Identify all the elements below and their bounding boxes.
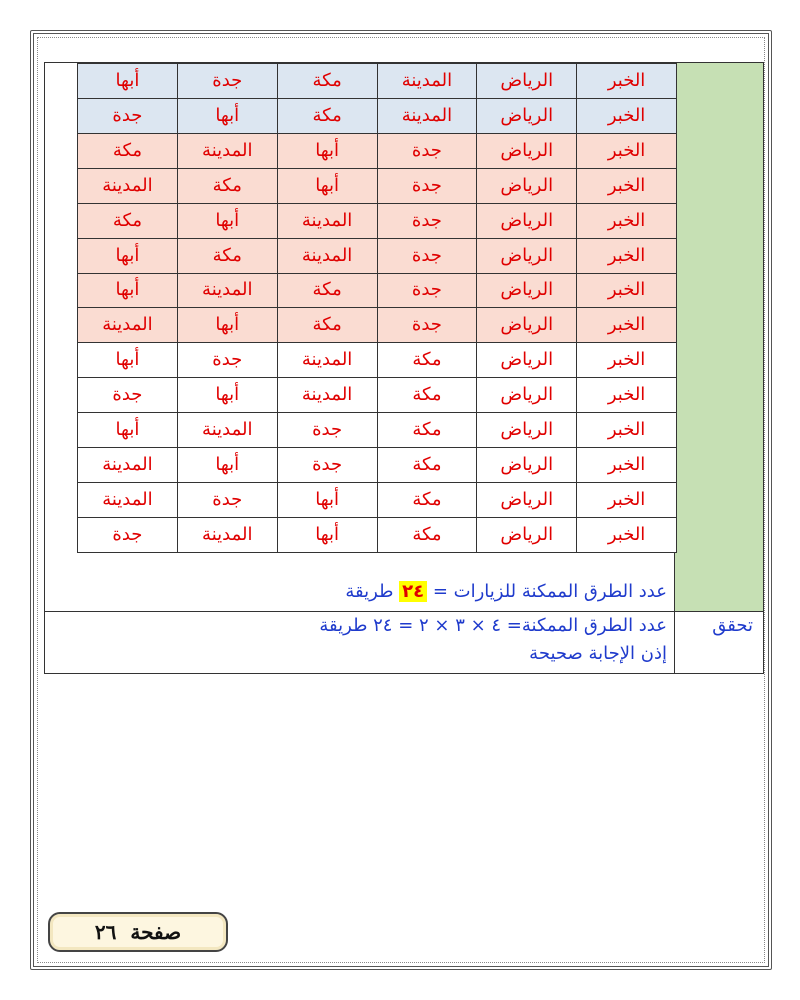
page-number-badge <box>48 912 228 952</box>
routes-count <box>345 581 667 602</box>
check-conclusion: إذن الإجابة صحيحة <box>529 643 667 664</box>
table-cell: الخبر <box>577 413 677 448</box>
table-cell: الرياض <box>477 133 577 168</box>
table-cell: مكة <box>377 483 477 518</box>
table-cell: الرياض <box>477 203 577 238</box>
table-cell: الخبر <box>577 64 677 99</box>
table-cell: أبها <box>78 343 178 378</box>
table-cell: المدينة <box>377 98 477 133</box>
table-cell: جدة <box>377 308 477 343</box>
table-cell: المدينة <box>277 203 377 238</box>
table-cell: مكة <box>277 64 377 99</box>
table-cell: الخبر <box>577 133 677 168</box>
table-cell: الخبر <box>577 378 677 413</box>
table-row <box>78 343 677 378</box>
table-row <box>78 133 677 168</box>
table-cell: مكة <box>277 273 377 308</box>
table-cell: الرياض <box>477 448 577 483</box>
table-cell: جدة <box>78 517 178 552</box>
table-cell: جدة <box>78 378 178 413</box>
table-cell: مكة <box>78 133 178 168</box>
check-calculation: عدد الطرق الممكنة= ٤ × ٣ × ٢ = ٢٤ طريقة <box>319 615 667 636</box>
check-label: تحقق <box>712 615 753 636</box>
table-cell: أبها <box>277 168 377 203</box>
table-cell: الخبر <box>577 98 677 133</box>
table-cell: الخبر <box>577 273 677 308</box>
table-row <box>78 308 677 343</box>
table-cell: جدة <box>177 343 277 378</box>
routes-count-prefix: عدد الطرق الممكنة للزيارات = <box>427 581 667 602</box>
routes-count-suffix: طريقة <box>345 581 400 602</box>
check-label-cell <box>674 611 763 673</box>
table-cell: الرياض <box>477 413 577 448</box>
table-cell: الخبر <box>577 517 677 552</box>
table-row <box>78 448 677 483</box>
table-cell: مكة <box>377 448 477 483</box>
table-cell: مكة <box>277 308 377 343</box>
page-word: صفحة <box>130 920 182 944</box>
table-cell: مكة <box>377 413 477 448</box>
table-cell: الخبر <box>577 203 677 238</box>
table-cell: مكة <box>377 517 477 552</box>
page-number: ٢٦ <box>94 920 117 944</box>
table-cell: الخبر <box>577 448 677 483</box>
table-cell: مكة <box>177 238 277 273</box>
table-cell: جدة <box>277 448 377 483</box>
table-cell: مكة <box>277 98 377 133</box>
table-cell: الخبر <box>577 308 677 343</box>
table-cell: جدة <box>377 133 477 168</box>
table-cell: جدة <box>177 64 277 99</box>
table-row <box>78 413 677 448</box>
table-cell: الرياض <box>477 98 577 133</box>
table-cell: جدة <box>377 203 477 238</box>
table-cell: الرياض <box>477 343 577 378</box>
table-cell: الرياض <box>477 238 577 273</box>
table-cell: المدينة <box>177 273 277 308</box>
table-cell: الرياض <box>477 378 577 413</box>
table-row <box>78 517 677 552</box>
table-cell: أبها <box>177 308 277 343</box>
table-cell: جدة <box>377 168 477 203</box>
routes-table <box>77 63 677 553</box>
table-cell: أبها <box>78 64 178 99</box>
table-cell: المدينة <box>78 308 178 343</box>
table-cell: أبها <box>177 378 277 413</box>
table-row <box>78 203 677 238</box>
table-cell: جدة <box>377 273 477 308</box>
table-cell: المدينة <box>78 168 178 203</box>
table-row <box>78 483 677 518</box>
table-cell: الرياض <box>477 308 577 343</box>
table-cell: أبها <box>78 238 178 273</box>
table-cell: مكة <box>377 378 477 413</box>
table-cell: الخبر <box>577 343 677 378</box>
table-cell: جدة <box>78 98 178 133</box>
table-cell: المدينة <box>78 483 178 518</box>
table-row <box>78 64 677 99</box>
table-cell: جدة <box>177 483 277 518</box>
table-cell: مكة <box>78 203 178 238</box>
table-cell: الخبر <box>577 238 677 273</box>
table-cell: جدة <box>377 238 477 273</box>
table-cell: الرياض <box>477 168 577 203</box>
table-cell: أبها <box>177 98 277 133</box>
table-cell: المدينة <box>377 64 477 99</box>
row-divider <box>45 611 763 612</box>
table-cell: مكة <box>377 343 477 378</box>
table-cell: المدينة <box>277 378 377 413</box>
table-cell: أبها <box>177 203 277 238</box>
table-cell: الخبر <box>577 483 677 518</box>
table-cell: أبها <box>277 517 377 552</box>
table-row <box>78 168 677 203</box>
table-cell: الرياض <box>477 273 577 308</box>
table-cell: أبها <box>78 413 178 448</box>
table-cell: أبها <box>78 273 178 308</box>
table-row <box>78 238 677 273</box>
table-cell: المدينة <box>177 413 277 448</box>
solution-box <box>44 62 764 674</box>
table-cell: المدينة <box>277 238 377 273</box>
table-cell: المدينة <box>277 343 377 378</box>
table-row <box>78 273 677 308</box>
table-cell: المدينة <box>78 448 178 483</box>
table-cell: المدينة <box>177 517 277 552</box>
table-cell: المدينة <box>177 133 277 168</box>
table-cell: الخبر <box>577 168 677 203</box>
table-row <box>78 98 677 133</box>
table-row <box>78 378 677 413</box>
table-cell: أبها <box>277 483 377 518</box>
table-cell: جدة <box>277 413 377 448</box>
table-cell: الرياض <box>477 64 577 99</box>
table-cell: مكة <box>177 168 277 203</box>
table-cell: الرياض <box>477 483 577 518</box>
step-label-column <box>674 63 763 611</box>
table-cell: أبها <box>277 133 377 168</box>
table-cell: الرياض <box>477 517 577 552</box>
routes-count-value: ٢٤ <box>399 581 427 602</box>
table-cell: أبها <box>177 448 277 483</box>
